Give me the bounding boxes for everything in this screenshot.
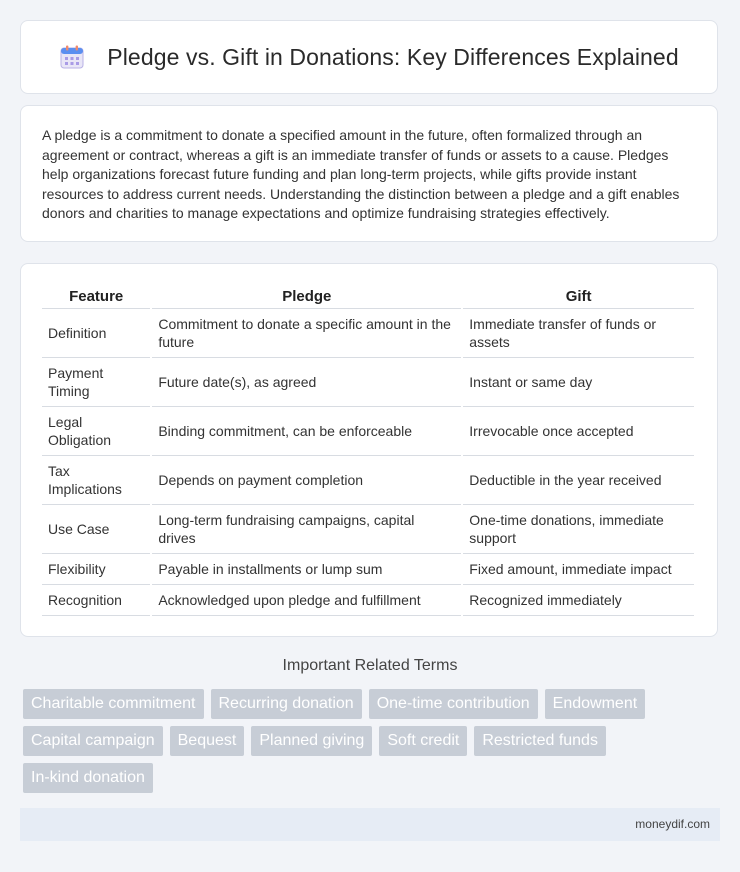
tag-row: [23, 689, 723, 719]
calendar-icon: [59, 44, 85, 70]
tag-recurring-donation[interactable]: Recurring donation: [211, 689, 362, 719]
tag-charitable-commitment[interactable]: Charitable commitment: [23, 689, 204, 719]
feature-cell: Legal Obligation: [42, 407, 150, 456]
gift-cell: One-time donations, immediate support: [463, 505, 694, 554]
table-row: [42, 358, 694, 407]
feature-cell: Payment Timing: [42, 358, 150, 407]
header-feature: Feature: [42, 284, 150, 309]
tag-soft-credit[interactable]: Soft credit: [379, 726, 467, 756]
feature-cell: Tax Implications: [42, 456, 150, 505]
table-row: [42, 585, 694, 616]
table-row: [42, 456, 694, 505]
gift-cell: Instant or same day: [463, 358, 694, 407]
tag-bequest[interactable]: Bequest: [170, 726, 245, 756]
table-row: [42, 309, 694, 358]
related-terms-title: Important Related Terms: [282, 657, 458, 674]
intro-card: [20, 105, 718, 242]
feature-cell: Recognition: [42, 585, 150, 616]
tag-row: [23, 726, 723, 756]
feature-cell: Definition: [42, 309, 150, 358]
pledge-cell: Commitment to donate a specific amount in the future: [152, 309, 461, 358]
feature-cell: Flexibility: [42, 554, 150, 585]
tag-planned-giving[interactable]: Planned giving: [251, 726, 372, 756]
table-row: [42, 407, 694, 456]
comparison-table: [40, 284, 696, 616]
header-pledge: Pledge: [152, 284, 461, 309]
gift-cell: Recognized immediately: [463, 585, 694, 616]
table-row: [42, 554, 694, 585]
tag-row: [23, 763, 723, 793]
comparison-table-card: [20, 263, 718, 637]
tag-restricted-funds[interactable]: Restricted funds: [474, 726, 606, 756]
page-title: Pledge vs. Gift in Donations: Key Differences Explained: [107, 43, 679, 70]
tag-endowment[interactable]: Endowment: [545, 689, 646, 719]
pledge-cell: Binding commitment, can be enforceable: [152, 407, 461, 456]
footer: [20, 808, 720, 841]
related-terms-tags: [23, 689, 723, 800]
title-card: [20, 20, 718, 94]
tag-in-kind-donation[interactable]: In-kind donation: [23, 763, 153, 793]
tag-one-time-contribution[interactable]: One-time contribution: [369, 689, 538, 719]
pledge-cell: Future date(s), as agreed: [152, 358, 461, 407]
intro-paragraph: A pledge is a commitment to donate a specified amount in the future, often formalized through an agreement or contract, whereas a gift is an immediate transfer of funds or assets to a cause. Pledges help organizations forecast future funding and plan long-term projects, while gifts provide instant resources to address current needs. Understanding the distinction between a pledge and a gift enables donors and charities to manage expectations and optimize fundraising strategies effectively.: [42, 127, 680, 222]
pledge-cell: Payable in installments or lump sum: [152, 554, 461, 585]
header-gift: Gift: [463, 284, 694, 309]
footer-site[interactable]: moneydif.com: [635, 817, 710, 831]
pledge-cell: Acknowledged upon pledge and fulfillment: [152, 585, 461, 616]
tag-capital-campaign[interactable]: Capital campaign: [23, 726, 163, 756]
gift-cell: Irrevocable once accepted: [463, 407, 694, 456]
table-header-row: [42, 284, 694, 309]
pledge-cell: Long-term fundraising campaigns, capital drives: [152, 505, 461, 554]
pledge-cell: Depends on payment completion: [152, 456, 461, 505]
table-row: [42, 505, 694, 554]
gift-cell: Immediate transfer of funds or assets: [463, 309, 694, 358]
gift-cell: Fixed amount, immediate impact: [463, 554, 694, 585]
gift-cell: Deductible in the year received: [463, 456, 694, 505]
feature-cell: Use Case: [42, 505, 150, 554]
